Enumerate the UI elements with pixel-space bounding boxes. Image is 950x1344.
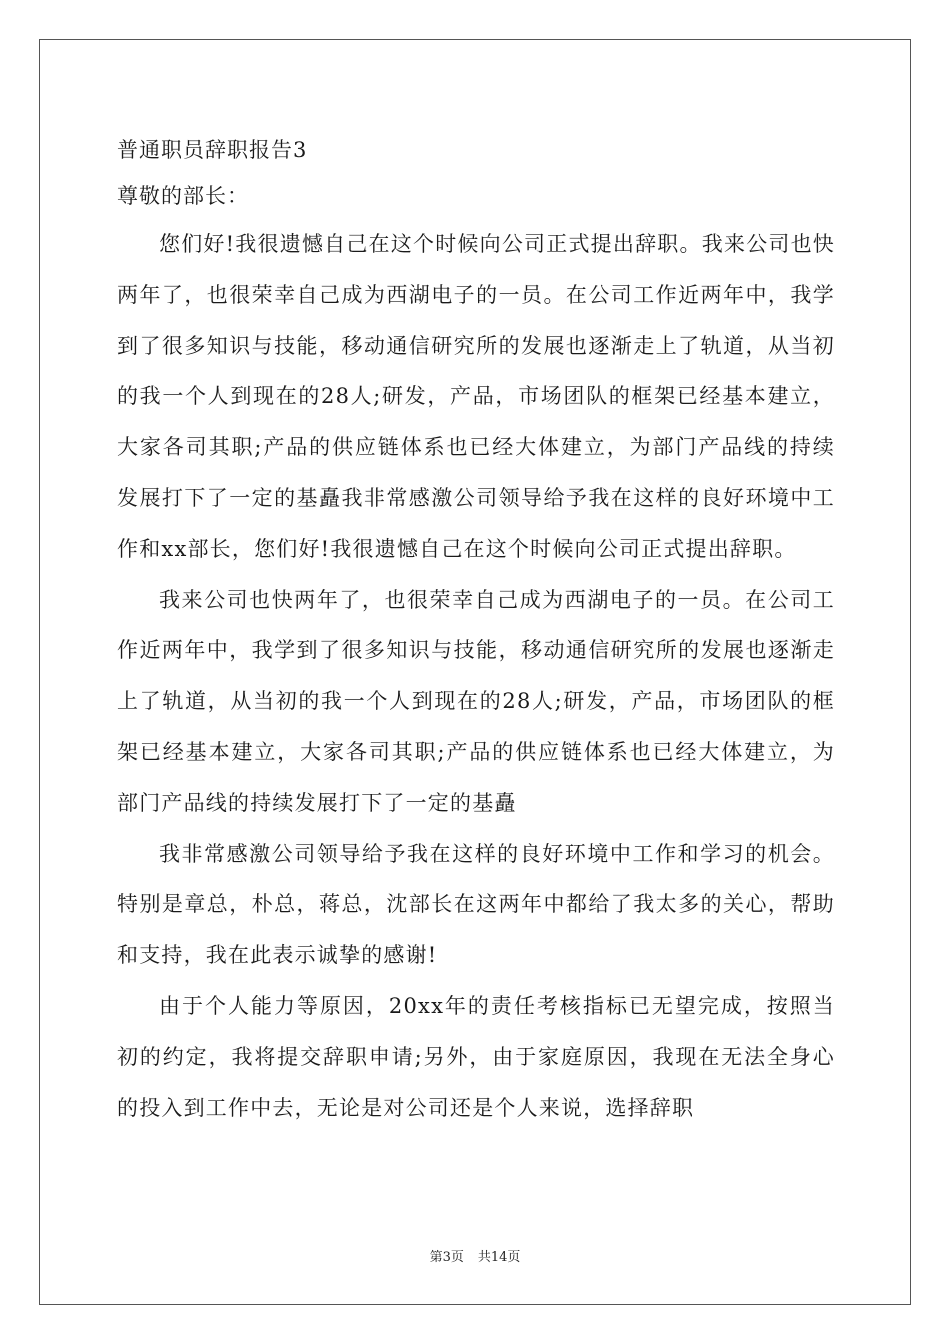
page-total: 共14页 [477,1250,521,1265]
page-number: 第3页 [429,1250,464,1265]
page-footer [0,1246,950,1265]
paragraph-1: 您们好!我很遗憾自己在这个时候向公司正式提出辞职。我来公司也快两年了，也很荣幸自己成为西湖电子的一员。在公司工作近两年中，我学到了很多知识与技能，移动通信研究所的发展也逐渐走上了轨道，从当初的我一个人到现在的28人;研发，产品，市场团队的框架已经基本建立，大家各司其职;产品的供应链体系也已经大体建立，为部门产品线的持续发展打下了一定的基矗我非常感激公司领导给予我在这样的良好环境中工作和xx部长，您们好!我很遗憾自己在这个时候向公司正式提出辞职。 [117,232,835,561]
document-body [117,127,835,1133]
document-title: 普通职员辞职报告3 [117,138,308,162]
salutation: 尊敬的部长： [117,184,249,208]
paragraph-4: 由于个人能力等原因，20xx年的责任考核指标已无望完成，按照当初的约定，我将提交辞职申请;另外，由于家庭原因，我现在无法全身心的投入到工作中去，无论是对公司还是个人来说，选择辞职 [117,993,835,1120]
paragraph-3: 我非常感激公司领导给予我在这样的良好环境中工作和学习的机会。特别是章总，朴总，蒋总，沈部长在这两年中都给了我太多的关心，帮助和支持，我在此表示诚挚的感谢! [117,841,835,968]
paragraph-2: 我来公司也快两年了，也很荣幸自己成为西湖电子的一员。在公司工作近两年中，我学到了很多知识与技能，移动通信研究所的发展也逐渐走上了轨道，从当初的我一个人到现在的28人;研发，产品，市场团队的框架已经基本建立，大家各司其职;产品的供应链体系也已经大体建立，为部门产品线的持续发展打下了一定的基矗 [117,587,835,815]
